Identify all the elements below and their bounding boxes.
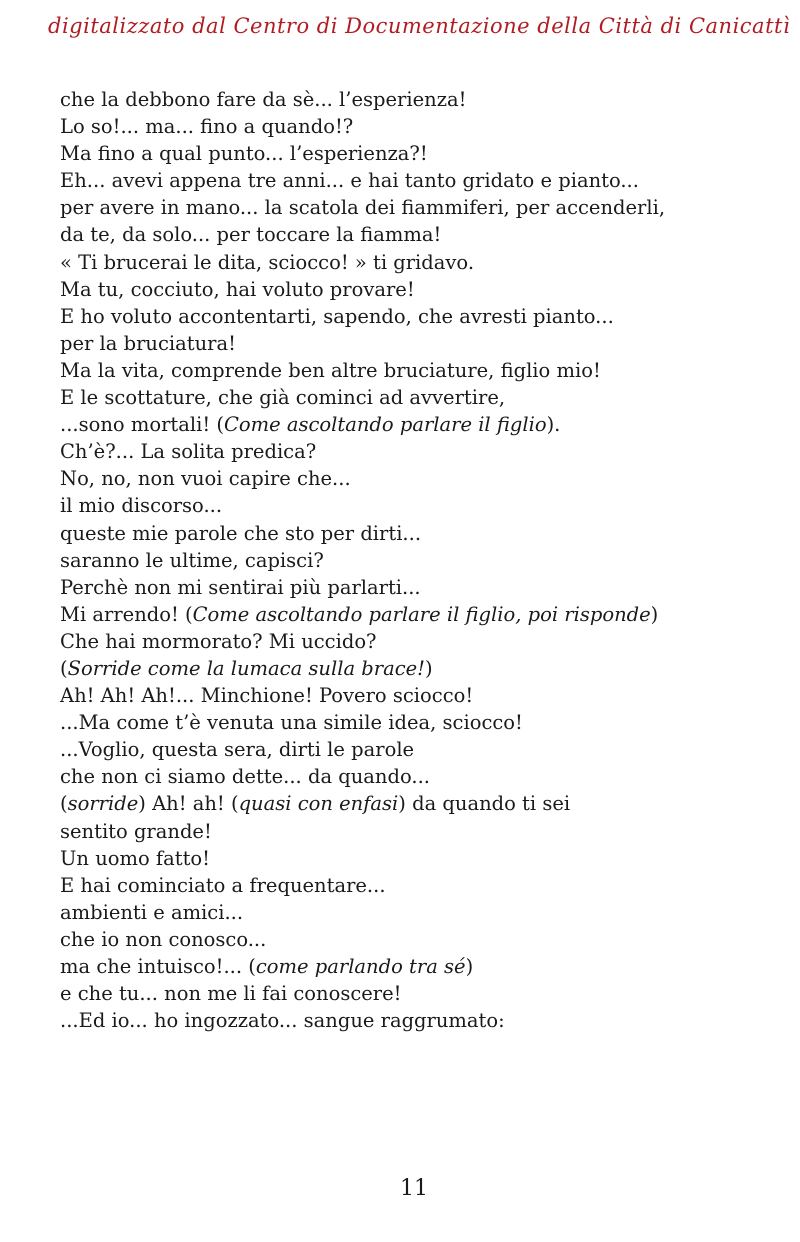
line-text: ...Voglio, questa sera, dirti le parole — [60, 738, 415, 762]
stage-direction: Come ascoltando parlare il figlio — [223, 413, 547, 437]
text-line — [60, 709, 780, 736]
digitization-watermark: digitalizzato dal Centro di Documentazione della Città di Canicattì — [48, 14, 791, 38]
text-line — [60, 818, 780, 845]
line-text: Ma fino a qual punto... l’esperienza?! — [60, 142, 428, 166]
line-text: ) Ah! ah! ( — [138, 792, 239, 816]
line-text: che io non conosco... — [60, 927, 267, 951]
text-line — [60, 492, 780, 519]
line-text: ( — [60, 656, 68, 680]
text-line — [60, 221, 780, 248]
text-line — [60, 655, 780, 682]
line-text: No, no, non vuoi capire che... — [60, 467, 351, 491]
text-line — [60, 384, 780, 411]
text-line — [60, 872, 780, 899]
text-line — [60, 113, 780, 140]
text-line — [60, 574, 780, 601]
line-text: ...Ed io... ho ingozzato... sangue raggrumato: — [60, 1009, 505, 1033]
line-text: il mio discorso... — [60, 494, 223, 518]
text-line — [60, 845, 780, 872]
text-line — [60, 1007, 780, 1034]
text-line — [60, 411, 780, 438]
line-text: E le scottature, che già cominci ad avvertire, — [60, 386, 506, 410]
text-line — [60, 303, 780, 330]
line-text: E hai cominciato a frequentare... — [60, 873, 386, 897]
line-text: Un uomo fatto! — [60, 846, 211, 870]
line-text: Ma tu, cocciuto, hai voluto provare! — [60, 277, 415, 301]
line-text: da te, da solo... per toccare la fiamma! — [60, 223, 442, 247]
stage-direction: Sorride come la lumaca sulla brace! — [67, 656, 426, 680]
line-text: che la debbono fare da sè... l’esperienza! — [60, 88, 467, 111]
text-line — [60, 790, 780, 817]
line-text: e che tu... non me li fai conoscere! — [60, 982, 402, 1006]
line-text: Lo so!... ma... fino a quando!? — [60, 115, 354, 139]
text-line — [60, 682, 780, 709]
text-line — [60, 926, 780, 953]
line-text: queste mie parole che sto per dirti... — [60, 521, 422, 545]
line-text: per la bruciatura! — [60, 331, 236, 355]
text-line — [60, 357, 780, 384]
line-text: Che hai mormorato? Mi uccido? — [60, 629, 377, 653]
line-text: saranno le ultime, capisci? — [60, 548, 324, 572]
stage-direction: Come ascoltando parlare il figlio, poi risponde — [192, 602, 651, 626]
line-text: Ma la vita, comprende ben altre bruciature, figlio mio! — [60, 358, 601, 382]
line-text: sentito grande! — [60, 819, 212, 843]
text-line — [60, 249, 780, 276]
stage-direction: sorride — [67, 792, 139, 816]
stage-direction: come parlando tra sé — [255, 955, 466, 978]
line-text: ambienti e amici... — [60, 900, 244, 924]
line-text: E ho voluto accontentarti, sapendo, che avresti pianto... — [60, 304, 614, 328]
line-text: Eh... avevi appena tre anni... e hai tanto gridato e pianto... — [60, 169, 639, 193]
text-line — [60, 194, 780, 221]
line-text: ...sono mortali! ( — [60, 413, 224, 437]
text-line — [60, 465, 780, 492]
line-text: Perchè non mi sentirai più parlarti... — [60, 575, 421, 599]
line-text: « Ti brucerai le dita, sciocco! » ti gridavo. — [60, 250, 475, 274]
text-line — [60, 86, 780, 113]
text-line — [60, 763, 780, 790]
text-line — [60, 980, 780, 1007]
line-text: Ah! Ah! Ah!... Minchione! Povero sciocco! — [60, 684, 474, 708]
text-line — [60, 330, 780, 357]
text-line — [60, 276, 780, 303]
text-line — [60, 628, 780, 655]
stage-direction: quasi con enfasi — [238, 792, 399, 816]
line-text: Mi arrendo! ( — [60, 602, 193, 626]
line-text: che non ci siamo dette... da quando... — [60, 765, 430, 789]
line-text: ). — [546, 413, 561, 437]
text-line — [60, 438, 780, 465]
line-text: ) da quando ti sei — [398, 792, 571, 816]
poem-text — [60, 86, 780, 1034]
text-line — [60, 167, 780, 194]
line-text: ( — [60, 792, 68, 816]
text-line — [60, 520, 780, 547]
text-line — [60, 547, 780, 574]
line-text: ) — [465, 955, 474, 978]
text-line — [60, 899, 780, 926]
line-text: ) — [650, 602, 659, 626]
text-line — [60, 140, 780, 167]
page-number: 11 — [400, 1176, 428, 1201]
text-line — [60, 736, 780, 763]
line-text: ma che intuisco!... ( — [60, 955, 256, 978]
text-line — [60, 601, 780, 628]
line-text: ) — [425, 656, 433, 680]
line-text: ...Ma come t’è venuta una simile idea, sciocco! — [60, 711, 523, 735]
line-text: per avere in mano... la scatola dei fiammiferi, per accenderli, — [60, 196, 666, 220]
line-text: Ch’è?... La solita predica? — [60, 440, 317, 464]
text-line — [60, 953, 780, 980]
